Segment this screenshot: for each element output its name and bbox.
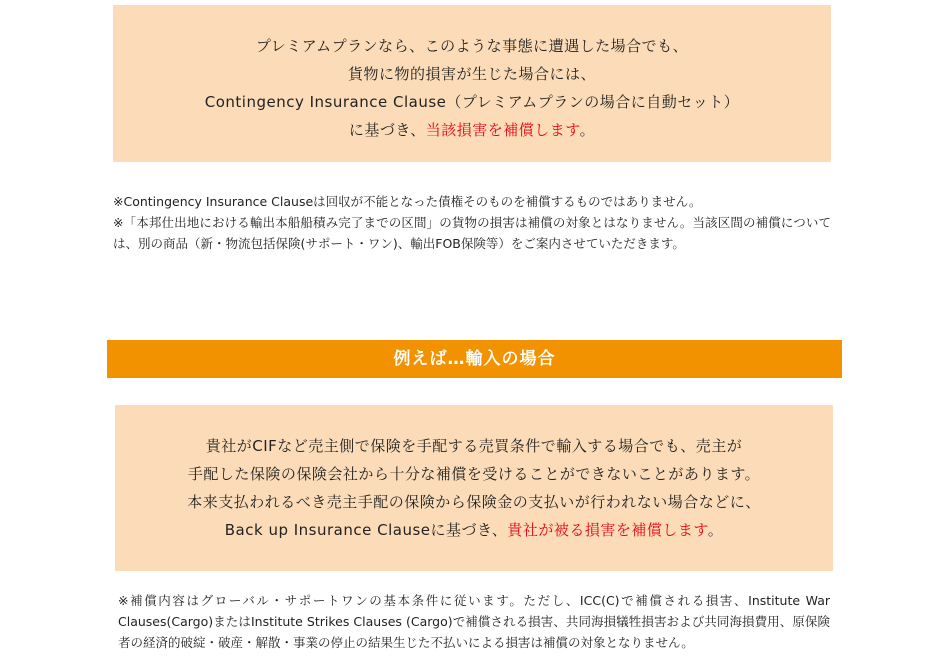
premium-plan-callout [113,5,831,162]
callout-line-4-suffix: 。 [579,121,596,139]
callout-line-4-prefix: Back up Insurance Clauseに基づき、 [224,521,508,539]
callout-highlight: 貴社が被る損害を補償します [507,521,708,539]
callout-line-3: 本来支払われるべき売主手配の保険から保険金の支払いが行われない場合などに、 [187,493,761,511]
callout-line-4 [115,516,833,544]
import-case-callout [115,405,833,571]
premium-plan-notes [113,191,831,254]
callout-line-1: プレミアムプランなら、このような事態に遭遇した場合でも、 [255,37,689,55]
callout-line-4-suffix: 。 [707,521,724,539]
note-item: ※「本邦仕出地における輸出本船船積み完了までの区間」の貨物の損害は補償の対象とはなりません。当該区間の補償については、別の商品（新・物流包括保険(サポート・ワン)、輸出FOB保険等）をご案内させていただきます。 [113,215,831,251]
section-heading-import: 例えば…輸入の場合 [107,340,842,378]
note-item: ※補償内容はグローバル・サポートワンの基本条件に従います。ただし、ICC(C)で補償される損害、Institute War Clauses(Cargo)またはInstitute Strikes Clauses (Cargo)で補償される損害、共同海損犠牲損害および共同海損費用、原保険者の経済的破綻・破産・解散・事業の停止の結果生じた不払いによる損害は補償の対象となりません。 [118,593,830,650]
callout-line-1: 貴社がCIFなど売主側で保険を手配する売買条件で輸入する場合でも、売主が [205,437,743,455]
callout-line-3: Contingency Insurance Clause（プレミアムプランの場合に自動セット） [204,93,740,111]
import-case-notes [118,590,830,653]
callout-line-4-prefix: に基づき、 [348,121,426,139]
callout-line-2: 貨物に物的損害が生じた場合には、 [347,65,596,83]
callout-highlight: 当該損害を補償します [425,121,580,139]
note-item: ※Contingency Insurance Clauseは回収が不能となった債権そのものを補償するものではありません。 [113,194,702,209]
callout-line-2: 手配した保険の保険会社から十分な補償を受けることができないことがあります。 [187,465,761,483]
callout-line-4 [113,116,831,144]
